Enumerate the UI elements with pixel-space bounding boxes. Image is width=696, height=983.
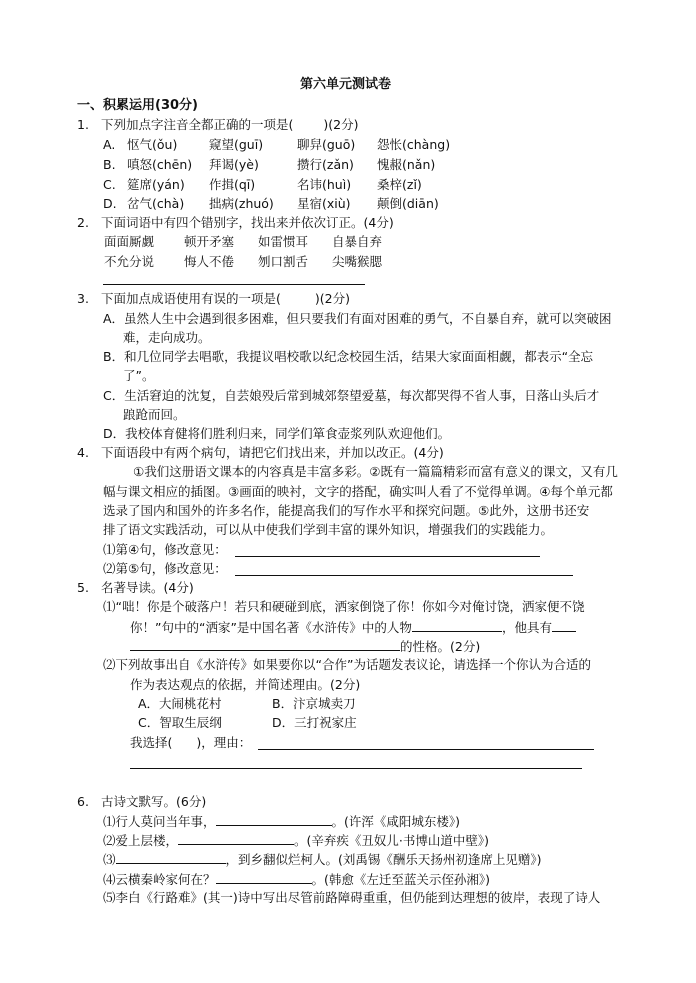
trait-blank[interactable] [130,638,400,651]
poem-line-2: ⑵爱上层楼， 。(辛弃疾《丑奴儿·书博山道中壁》) [103,833,489,848]
question-1-option-c: C. 筵席(yán) 作揖(qī) 名讳(huì) 桑梓(zǐ) [103,177,422,192]
question-1-option-d: D. 岔气(chà) 拙病(zhuó) 星宿(xiù) 颠倒(diān) [103,196,439,211]
question-5-stem: 5. 名著导读。(4分) [77,580,194,595]
question-5-sub-2-line-1: ⑵下列故事出自《水浒传》如果要你以“合作”为话题发表议论，请选择一个你认为合适的 [103,657,591,672]
section-heading-1: 一、积累运用(30分) [77,98,198,113]
question-3-stem: 3. 下面加点成语使用有误的一项是( )(2分) [77,291,350,306]
poem-blank-3[interactable] [116,851,226,864]
question-3-option-d: D．我校体育健将们胜利归来，同学们箪食壶浆列队欢迎他们。 [103,426,451,441]
question-4-passage-line-1: ①我们这册语文课本的内容真是丰富多彩。②既有一篇篇精彩而富有意义的课文，又有几 [133,464,618,479]
trait-blank-start[interactable] [552,619,576,632]
question-3-option-c-line-1: C．生活窘迫的沈复，自芸娘殁后常到城郊祭望爱墓，每次都哭得不省人事，日落山头后才 [103,388,600,403]
question-number: 6. [77,794,89,809]
question-5-sub-1-line-1: ⑴“咄！你是个破落户！若只和硬碰到底，洒家倒饶了你！你如今对俺讨饶，洒家便不饶 [103,599,585,614]
question-5-choice-line: 我选择( )，理由： [130,735,252,750]
question-number: 3. [77,291,89,306]
poem-blank-2[interactable] [178,832,294,845]
question-1-option-b: B. 嗔怒(chēn) 拜谒(yè) 攒行(zǎn) 愧赧(nǎn) [103,157,436,172]
question-number: 5. [77,580,89,595]
question-number: 1. [77,117,89,132]
question-3-option-c-line-2: 踉跄而回。 [123,407,186,422]
poem-blank-1[interactable] [216,813,332,826]
question-number: 4. [77,445,89,460]
question-4-passage-line-4: 排了语文实践活动，可以从中使我们学到丰富的课外知识，增强我们的实践能力。 [103,522,554,537]
question-5-sub-2-line-2: 作为表达观点的依据，并简述理由。(2分) [130,677,361,692]
question-5-reason-line-2[interactable] [130,768,582,769]
question-5-options-row-1: A．大闹桃花村 B．汴京城卖刀 [138,696,356,711]
poem-line-1: ⑴行人莫问当年事， 。(许浑《咸阳城东楼》) [103,814,461,829]
question-3-option-a-line-1: A．虽然人生中会遇到很多困难，但只要我们有面对困难的勇气，不自暴自弃，就可以突破困 [103,311,612,326]
question-4-passage-line-2: 幅与课文相应的插图。③画面的映衬，文字的搭配，确实叫人看了不觉得单调。④每个单元都 [103,484,613,499]
question-5-options-row-2: C．智取生辰纲 D．三打祝家庄 [138,715,357,730]
question-3-option-b-line-2: 了”。 [123,368,155,383]
question-4-stem: 4. 下面语段中有两个病句，请把它们找出来，并加以改正。(4分) [77,445,444,460]
question-5-reason-line-1[interactable] [258,749,594,750]
poem-line-3: ⑶ ，到乡翻似烂柯人。(刘禹锡《酬乐天扬州初逢席上见赠》) [103,852,542,867]
question-3-option-b-line-1: B．和几位同学去唱歌，我提议唱校歌以纪念校园生活，结果大家面面相觑，都表示“全忘 [103,349,594,364]
poem-line-5: ⑸李白《行路难》(其一)诗中写出尽管前路障碍重重，但仍能到达理想的彼岸，表现了诗人 [103,890,601,905]
question-3-option-a-line-2: 难，走向成功。 [123,330,211,345]
character-blank[interactable] [412,619,502,632]
question-6-stem: 6. 古诗文默写。(6分) [77,794,207,809]
question-4-sub-1-label: ⑴第④句，修改意见： [103,542,227,557]
question-4-sub-1-answer-line[interactable] [235,556,540,557]
question-4-sub-2-answer-line[interactable] [235,575,573,576]
question-2-answer-line[interactable] [103,284,365,285]
question-4-passage-line-3: 选录了国内和国外的许多名作，能提高我们的写作水平和探究问题。⑤此外，这册书还安 [103,503,590,518]
question-5-sub-1-line-2: 你！”句中的“洒家”是中国名著《水浒传》中的人物 ，他具有 [130,619,576,636]
poem-line-4: ⑷云横秦岭家何在？ 。(韩愈《左迁至蓝关示侄孙湘》) [103,872,491,887]
question-5-sub-1-line-3: 的性格。(2分) [130,638,480,655]
question-2-words-row-1: 面面厮觑 顿开矛塞 如雷惯耳 自暴自弃 [104,234,383,249]
question-2-words-row-2: 不允分说 悔人不倦 刎口割舌 尖嘴猴腮 [104,254,383,269]
question-2-stem: 2. 下面词语中有四个错别字，找出来并依次订正。(4分) [77,215,394,230]
question-1-option-a: A. 怄气(ǒu) 窥望(guī) 聊舁(guō) 怨怅(chàng) [103,137,451,152]
question-4-sub-2-label: ⑵第⑤句，修改意见： [103,561,227,576]
question-1-stem: 1. 下列加点字注音全都正确的一项是( )(2分) [77,117,359,132]
poem-blank-4[interactable] [216,871,312,884]
question-number: 2. [77,215,89,230]
page-title: 第六单元测试卷 [300,77,392,92]
